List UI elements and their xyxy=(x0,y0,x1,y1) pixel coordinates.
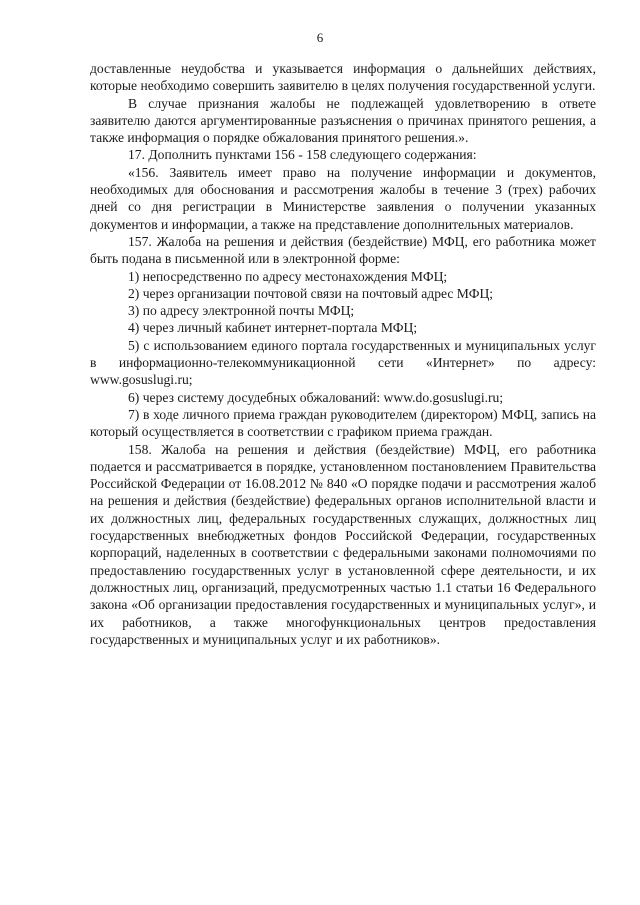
paragraph: 2) через организации почтовой связи на почтовый адрес МФЦ; xyxy=(128,285,494,301)
paragraph: доставленные неудобства и указывается информация о дальнейших действиях, которые необходимо совершить заявителю в целях получения государственной услуги. xyxy=(90,61,596,94)
paragraph: 17. Дополнить пунктами 156 - 158 следующего содержания: xyxy=(128,147,477,163)
paragraph: 6) через систему досудебных обжалований: www.do.gosuslugi.ru; xyxy=(128,389,504,405)
paragraph: 3) по адресу электронной почты МФЦ; xyxy=(128,303,355,319)
paragraph: 158. Жалоба на решения и действия (бездействие) МФЦ, его работника подается и рассматривается в порядке, установленном постановлением Правительства Российской Федерации от 16.08.2012 № 840 «О порядке подачи и рассмотрения жалоб на решения и действия (бездействие) федеральных органов исполнительной власти и их должностных лиц, федеральных государственных служащих, должностных лиц государственных внебюджетных фондов Российской Федерации, государственных корпораций, наделенных в соответствии с федеральными законами полномочиями по предоставлению государственных услуг в установленной сфере деятельности, и их должностных лиц, организаций, предусмотренных частью 1.1 статьи 16 Федерального закона «Об организации предоставления государственных и муниципальных услуг», и их работников, а также многофункциональных центров предоставления государственных и муниципальных услуг и их работников». xyxy=(90,441,596,647)
paragraph: 4) через личный кабинет интернет-портала МФЦ; xyxy=(128,320,418,336)
paragraph: 157. Жалоба на решения и действия (бездействие) МФЦ, его работника может быть подана в письменной или в электронной форме: xyxy=(90,233,596,267)
paragraph: «156. Заявитель имеет право на получение информации и документов, необходимых для обоснования и рассмотрения жалобы в течение 3 (трех) рабочих дней со дня регистрации в Министерстве заявления о получении указанных документов и информации, а также на представление дополнительных материалов. xyxy=(90,164,596,232)
paragraph: 7) в ходе личного приема граждан руководителем (директором) МФЦ, запись на который осуществляется в соответствии с графиком приема граждан. xyxy=(90,406,596,440)
page-number: 6 xyxy=(316,30,324,45)
paragraph: В случае признания жалобы не подлежащей удовлетворению в ответе заявителю даются аргументированные разъяснения о причинах принятого решения, а также информация о порядке обжалования принятого решения.». xyxy=(90,95,596,146)
paragraph: 1) непосредственно по адресу местонахождения МФЦ; xyxy=(128,268,448,284)
document-body xyxy=(90,60,596,648)
paragraph: 5) с использованием единого портала государственных и муниципальных услуг в информационно-телекоммуникационной сети «Интернет» по адресу: www.gosuslugi.ru; xyxy=(90,337,596,388)
